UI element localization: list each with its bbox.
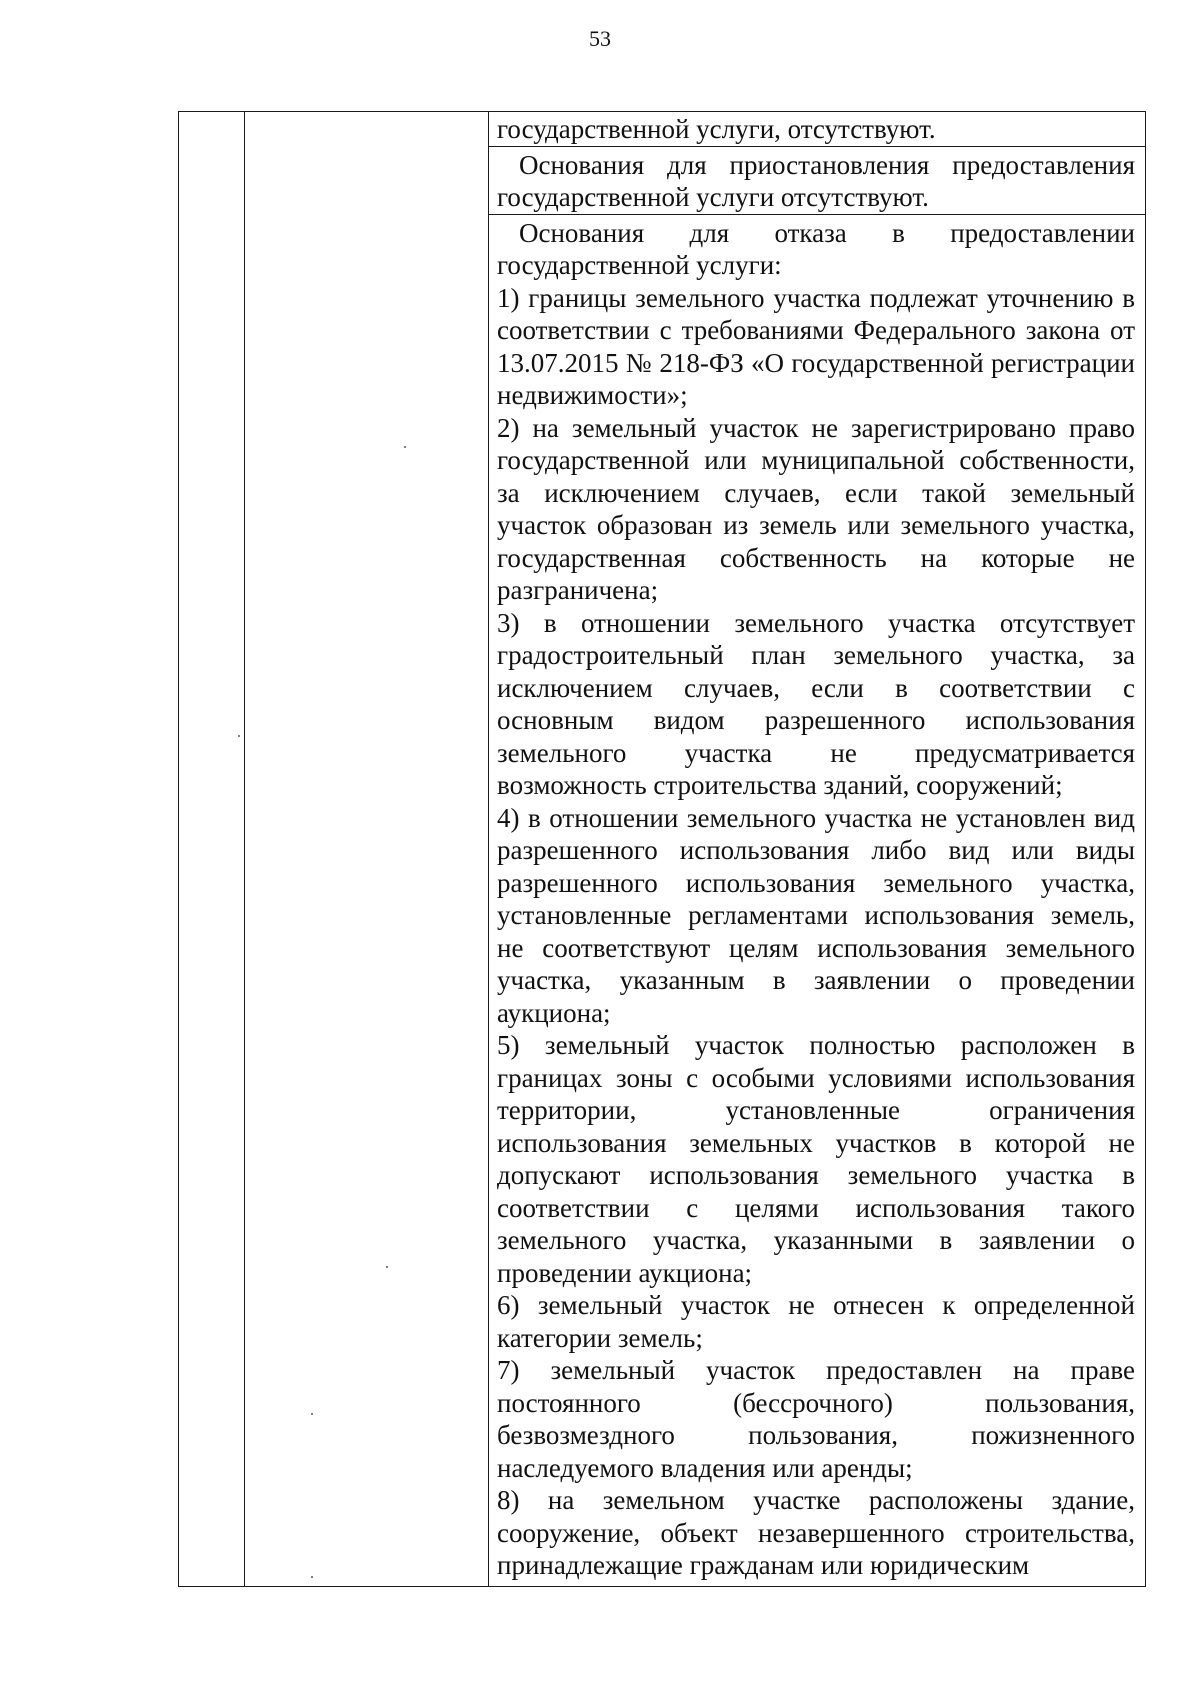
document-table [178,111,1146,1587]
list-item: 2) на земельный участок не зарегистрировано право государственной или муниципальной собственности, за исключением случаев, если такой земельный участок образован из земель или земельного участка, государственная собственность на которые не разграничена; [497,412,1135,605]
row2-text: Основания для приостановления предоставления государственной услуги отсутствуют. [497,149,1135,212]
table-row [179,112,1146,147]
list-item: 7) земельный участок предоставлен на праве постоянного (бессрочного) пользования, безвозмездного пользования, пожизненного наследуемого владения или аренды; [497,1355,1135,1483]
list-item: 8) на земельном участке расположены здание, сооружение, объект незавершенного строительства, принадлежащие гражданам или юридическим [497,1485,1135,1580]
list-item: 1) границы земельного участка подлежат уточнению в соответствии с требованиями Федерального закона от 13.07.2015 № 218-ФЗ «О государственной регистрации недвижимости»; [497,282,1135,410]
table-cell-name [245,112,489,1587]
table-cell-content [489,146,1146,214]
table-cell-content [489,214,1146,1587]
scan-speck [311,1576,313,1578]
list-item: 6) земельный участок не отнесен к определенной категории земель; [497,1290,1135,1353]
list-item: 4) в отношении земельного участка не установлен вид разрешенного использования либо вид или виды разрешенного использования земельного участка, установленные регламентами использования земель, не соответствуют целям использования земельного участка, указанным в заявлении о проведении аукциона; [497,802,1135,1028]
list-item: 5) земельный участок полностью расположен в границах зоны с особыми условиями использования территории, установленные ограничения использования земельных участков в которой не допускают использования земельного участка в соответствии с целями использования такого земельного участка, указанными в заявлении о проведении аукциона; [497,1030,1135,1288]
table-cell-content [489,112,1146,147]
table-cell-number [179,112,245,1587]
refusal-intro: Основания для отказа в предоставлении государственной услуги: [497,217,1135,280]
list-item: 3) в отношении земельного участка отсутствует градостроительный план земельного участка, за исключением случаев, если в соответствии с основным видом разрешенного использования земельного участка не предусматривается возможность строительства зданий, сооружений; [497,607,1135,800]
scan-speck [311,1413,313,1415]
scan-speck [404,446,406,448]
scan-speck [386,1266,388,1268]
row1-text: государственной услуги, отсутствуют. [497,114,936,144]
page-number: 53 [589,26,611,51]
scan-speck [238,735,240,737]
